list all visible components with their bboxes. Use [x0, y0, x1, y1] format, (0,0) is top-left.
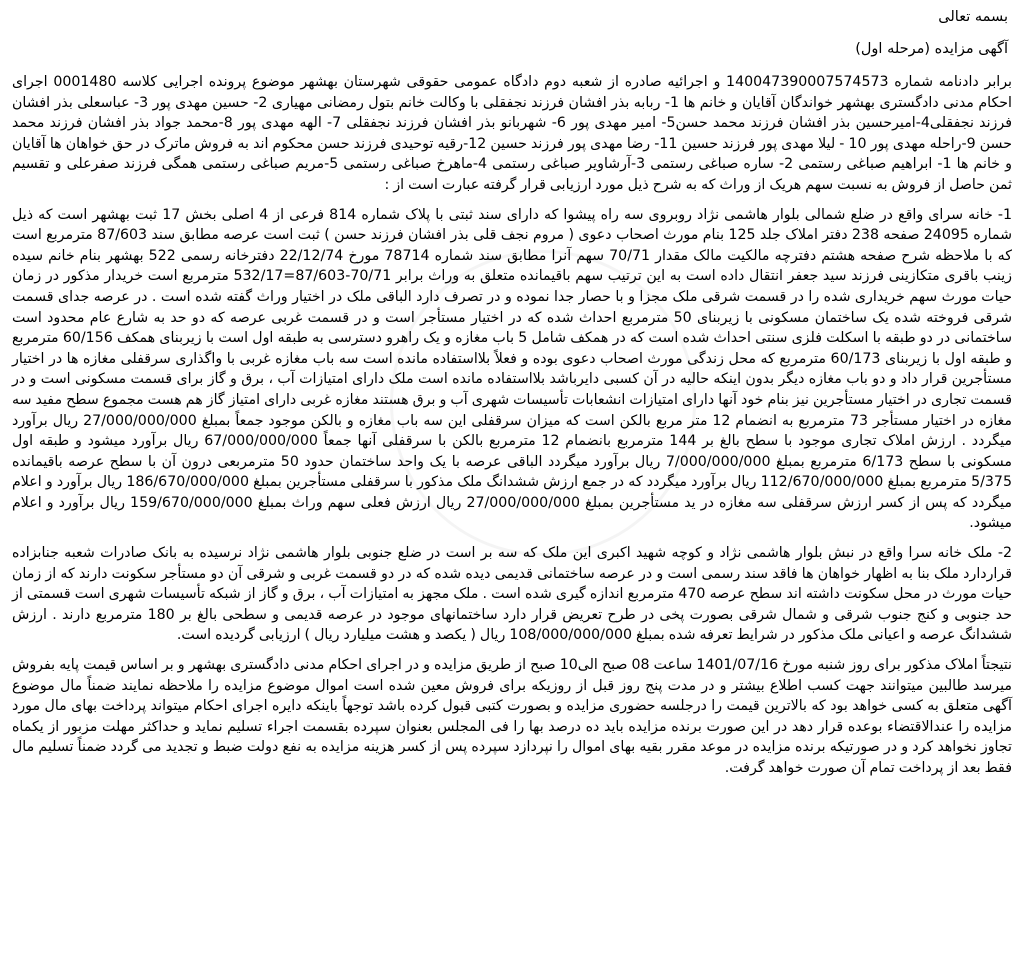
paragraph-property-2: 2- ملک خانه سرا واقع در نبش بلوار هاشمی نژاد و کوچه شهید اکبری این ملک که سه بر است در ضلع جنوبی بلوار هاشمی نژاد نرسیده به بانک صادرات شعبه جنابزاده قراردارد ملک بنا به اظهار خواهان ها فاقد سند رسمی است و در عرصه ساختمانی قدیمی دیده شده که در دو قسمت غربی و شرقی آن دو مستأجر سکونت دارند که از زمان حیات مورث در محل سکونت داشته اند سطح عرصه 470 مترمربع اندازه گیری شده است . ملک مجهز به امتیازات آب ، برق و گاز از شبکه تأسیسات شهری است قسمتی از حد جنوبی و کنج جنوب شرقی و شمال شرقی بصورت پخی در طرح تعریض قرار دارد ساختمانهای موجود در عرصه قدیمی و سطحی بالغ بر 180 مترمربع دارند . ارزش ششدانگ عرصه و اعیانی ملک مذکور در شرایط تعرفه شده بمبلغ 108/000/000/000 ریال ( یکصد و هشت میلیارد ریال ) ارزیابی گردیده است.: [12, 545, 1012, 644]
invocation-heading: بسمه تعالی: [938, 9, 1008, 25]
paragraph-intro: برابر دادنامه شماره 140047390007574573 و اجرائیه صادره از شعبه دوم دادگاه عمومی حقوقی شهرستان بهشهر موضوع پرونده اجرایی کلاسه 0001480 اجرای احکام مدنی دادگستری بهشهر خواندگان آقایان و خانم ها 1- ربابه بذر افشان فرزند نجفقلی با وکالت خانم بتول رمضانی مهیاری 2- حسین مهدی پور 3- عباسعلی بذر افشان فرزند نجفقلی4-امیرحسین بذر افشان فرزند محمد حسن5- امیر مهدی پور 6- شهربانو بذر افشان فرزند نجفقلی 7- الهه مهدی پور 8-محمد جواد بذر افشان فرزند محمد حسن 9-راحله مهدی پور 10 - لیلا مهدی پور فرزند حسین 11- رضا مهدی پور فرزند حسین 12-رقیه توحیدی فرزند حسن محکوم اند به فروش ماترک در حق خواهان ها آقایان و خانم ها 1- ابراهیم صباغی رستمی 2- ساره صباغی رستمی 3-آرشاویر صباغی رستمی 4-ماهرخ صباغی رستمی 5-مریم صباغی رستمی همگی فرزند صفرعلی و تقسیم ثمن حاصل از فروش به نسبت سهم هریک از وراث که به شرح ذیل مورد ارزیابی قرار گرفته عبارت است از :: [12, 74, 1013, 193]
paragraph-property-1: 1- خانه سرای واقع در ضلع شمالی بلوار هاشمی نژاد روبروی سه راه پیشوا که دارای سند ثبتی با پلاک شماره 814 فرعی از 4 اصلی بخش 17 ثبت بهشهر است که ذیل شماره 24095 صفحه 238 دفتر املاک جلد 125 بنام مورث اصحاب دعوی ( مروم نجف قلی بذر افشان فرزند حسن ) ثبت است عرصه مطابق سند 87/603 مترمربع است که با ملاحظه شرح صفحه هشتم دفترچه مالکیت مالک مقدار 70/71 سهم آنرا مطابق سند شماره 78714 مورخ 22/12/74 دفترخانه رسمی 522 بهشهر بنام خانم سیده زینب باقری متکازینی فرزند سید جعفر انتقال داده است به این ترتیب سهم باقیمانده متعلق به وراث برابر 70/71-87/603=532/17 مترمربع است خریدار مذکور در زمان حیات مورث سهم خریداری شده را در قسمت شرقی ملک مجزا و با حصار جدا نموده و در تصرف دارد الباقی ملک در اختیار وراث گفته شده است . در عرصه جدای قسمت شرقی فروخته شده یک ساختمان مسکونی با زیربنای 50 مترمربع احداث شده که در اختیار مستأجر است و در قسمت غربی عرصه که دو حد به شارع عام محدود است ساختمانی در دو طبقه با اسکلت فلزی سنتی احداث شده است که در همکف شامل 5 باب مغازه و یک راهرو دسترسی به طبقه اول است با زیربنای همکف 60/156 مترمربع و طبقه اول با زیربنای 60/173 مترمربع که محل زندگی مورث اصحاب دعوی بوده و فعلاً بلااستفاده مانده است سه باب مغازه غربی با واگذاری سرقفلی مغازه ها در اختیار مستأجرین قرار داد و دو باب مغازه دیگر بدون اینکه حالیه در آن کسبی دایرباشد بلااستفاده مانده است ملک دارای امتیازات آب ، برق و گاز برای قسمت مسکونی است و در قسمت تجاری در اختیار مستأجرین نیز بنام خود آنها دارای امتیازات انشعابات تأسیسات شهری آب و برق هستند مغازه غربی دارای امتیاز گاز هم هست مجموع سطح مفید سه مغازه در اختیار مستأجر 73 مترمربع به انضمام 12 متر مربع بالکن است که میزان سرقفلی این سه باب مغازه و بالکن موجود جمعاً بمبلغ 27/000/000/000 ریال برآورد میگردد . ارزش املاک تجاری موجود با سطح بالغ بر 144 مترمربع بانضمام 12 مترمربع بالکن با سرقفلی آنها جمعاً 67/000/000/000 ریال برآورد میشود و طبقه اول مسکونی با سطح 6/173 مترمربع بمبلغ 7/000/000/000 ریال برآورد میگردد الباقی عرصه با یک واحد ساختمان حدود 50 مترمربعی درون آن با سطح عرصه باقیمانده 5/375 مترمربع بمبلغ 112/670/000/000 ریال برآورد میگردد که در جمع ارزش ششدانگ ملک مذکور با سرقفلی مستأجرین بمبلغ 186/670/000/000 ریال برآورد و اعلام میگردد که پس از کسر ارزش سرقفلی سه مغازه در ید مستأجرین بمبلغ 27/000/000/000 ریال ارزش فعلی سهم وراث بمبلغ 159/670/000/000 ریال برآورد و اعلام میشود.: [12, 206, 1013, 532]
notice-title: آگهی مزایده (مرحله اول): [855, 41, 1008, 57]
paragraph-conditions: نتیجتاً املاک مذکور برای روز شنبه مورخ 1401/07/16 ساعت 08 صبح الی10 صبح از طریق مزایده و در اجرای احکام مدنی دادگستری بهشهر و بر اساس قیمت پایه بفروش میرسد طالبین میتوانند جهت کسب اطلاع بیشتر و در مدت پنج روز قبل از روزیکه برای فروش معین شده است اموال موضوع مزایده را ملاحظه نمایند ضمناً مال موضوع آگهی متعلق به کسی خواهد بود که بالاترین قیمت را درجلسه حضوری مزایده و بصورت کتبی قبول کرده باشد توجهاً باینکه دایره اجرای احکام میتواند پرداخت بهای مال مورد مزایده را عندالاقتضاء بوعده قرار دهد در این صورت برنده مزایده باید ده درصد بها را فی المجلس بعنوان سپرده بقسمت اجراء تسلیم نماید و حداکثر مهلت مزبور از یکماه تجاوز نخواهد کرد و در صورتیکه برنده مزایده در موعد مقرر بقیه بهای اموال را نپردازد سپرده پس از کسر هزینه مزایده به نفع دولت ضبط و تجدید می گردد ضمناً تسلیم مال فقط بعد از پرداخت تمام آن صورت خواهد گرفت.: [12, 657, 1012, 776]
